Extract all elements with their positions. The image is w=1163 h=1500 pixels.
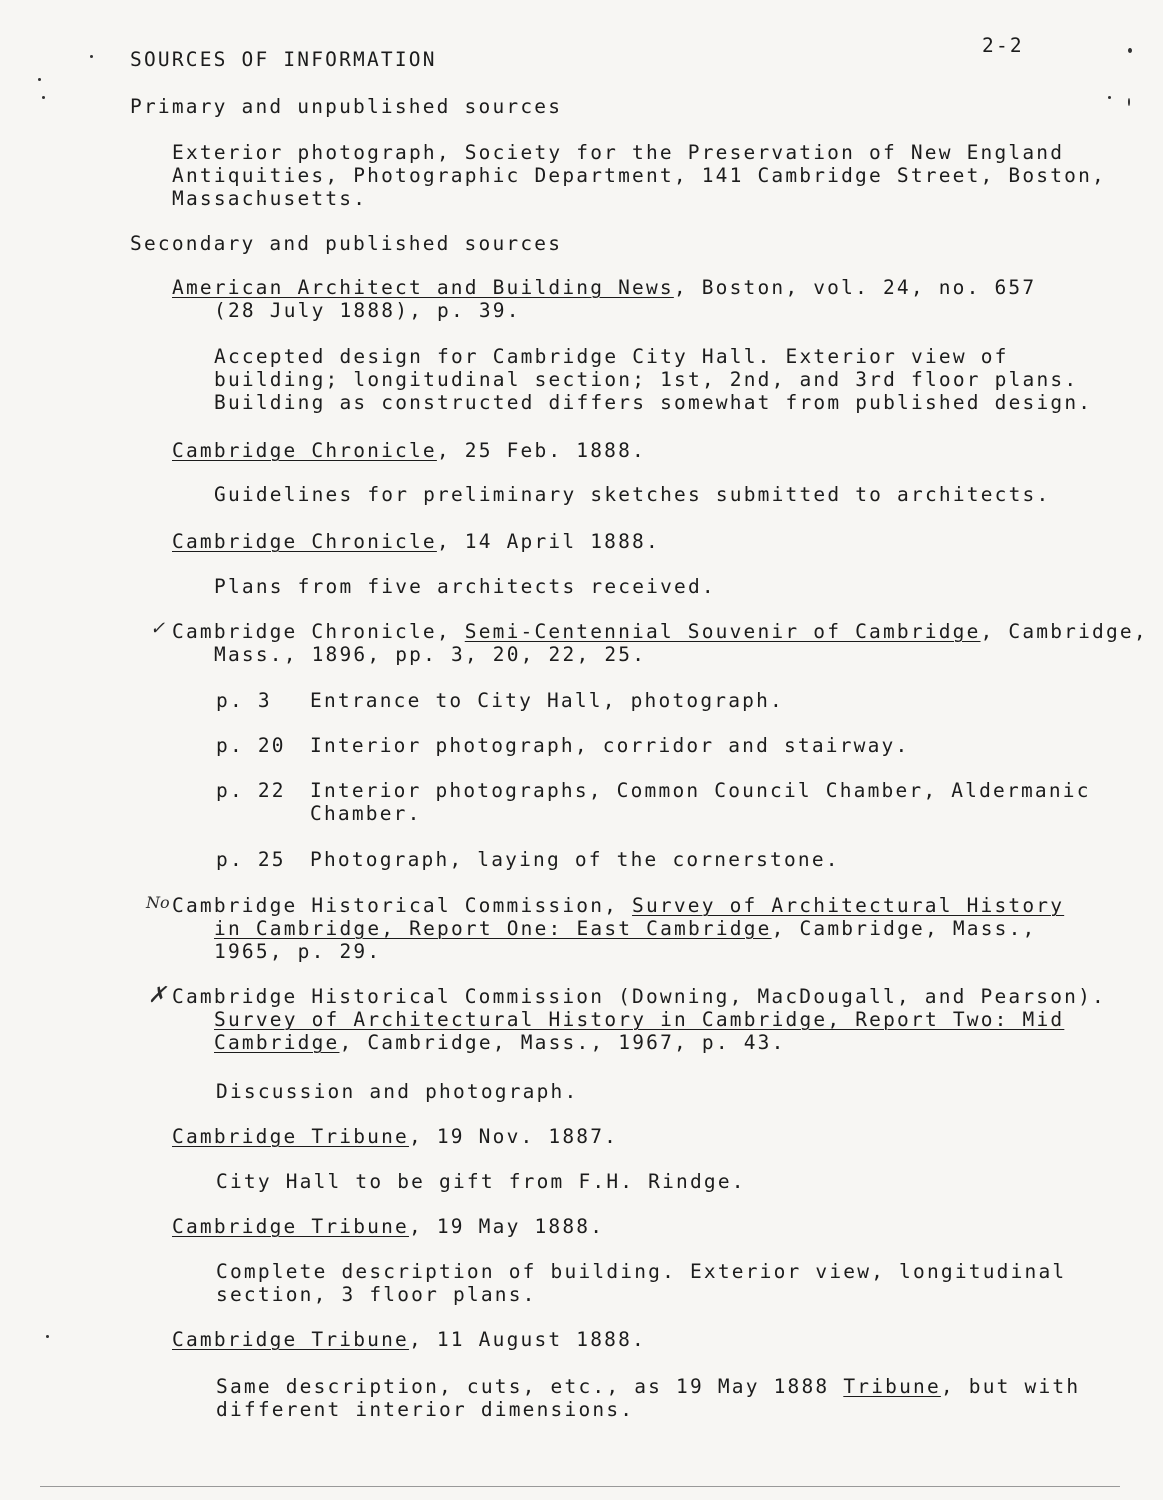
citation-cambridge-chronicle-apr: Cambridge Chronicle, 14 April 1888. xyxy=(172,530,660,553)
annotation-line: different interior dimensions. xyxy=(216,1398,635,1421)
primary-line-1: Exterior photograph, Society for the Preservation of New England xyxy=(172,141,1065,164)
primary-line-2: Antiquities, Photographic Department, 141 Cambridge Street, Boston, xyxy=(172,164,1106,187)
scan-speck xyxy=(1128,48,1132,53)
page-heading: SOURCES OF INFORMATION xyxy=(130,48,437,71)
annotation-line: Plans from five architects received. xyxy=(214,575,716,598)
citation-line: in Cambridge, Report One: East Cambridge, Cambridge, Mass., xyxy=(214,917,1037,940)
citation-cambridge-tribune-aug: Cambridge Tribune, 11 August 1888. xyxy=(172,1328,646,1351)
check-mark-icon: ✓ xyxy=(150,618,166,639)
citation-line: Cambridge, Cambridge, Mass., 1967, p. 43. xyxy=(214,1031,786,1054)
page-ref: p. 3 xyxy=(216,689,272,712)
annotation-line: Complete description of building. Exterior view, longitudinal xyxy=(216,1260,1067,1283)
scan-speck xyxy=(90,55,93,58)
page-number: 2-2 xyxy=(982,34,1024,57)
annotation-line: Same description, cuts, etc., as 19 May 1888 Tribune, but with xyxy=(216,1375,1081,1398)
primary-line-3: Massachusetts. xyxy=(172,187,368,210)
cross-mark-icon: ✗ xyxy=(148,983,167,1008)
citation-cambridge-chronicle-feb: Cambridge Chronicle, 25 Feb. 1888. xyxy=(172,439,646,462)
citation-line: (28 July 1888), p. 39. xyxy=(214,299,521,322)
citation-cambridge-tribune-nov: Cambridge Tribune, 19 Nov. 1887. xyxy=(172,1125,619,1148)
scan-speck xyxy=(46,1335,49,1338)
page-ref-text: Photograph, laying of the cornerstone. xyxy=(310,848,840,871)
scan-speck xyxy=(1128,98,1130,106)
page-ref: p. 25 xyxy=(216,848,286,871)
page-ref-text: Chamber. xyxy=(310,802,422,825)
page-ref: p. 22 xyxy=(216,779,286,802)
page-ref-text: Entrance to City Hall, photograph. xyxy=(310,689,784,712)
citation-survey-report-one: Cambridge Historical Commission, Survey of Architectural History xyxy=(172,894,1065,917)
citation-line: 1965, p. 29. xyxy=(214,940,382,963)
page-ref-text: Interior photographs, Common Council Chamber, Aldermanic xyxy=(310,779,1091,802)
page-ref: p. 20 xyxy=(216,734,286,757)
citation-line: Survey of Architectural History in Cambridge, Report Two: Mid xyxy=(214,1008,1065,1031)
citation-cambridge-tribune-may: Cambridge Tribune, 19 May 1888. xyxy=(172,1215,605,1238)
annotation-line: Accepted design for Cambridge City Hall. Exterior view of xyxy=(214,345,1009,368)
page-ref-text: Interior photograph, corridor and stairway. xyxy=(310,734,910,757)
secondary-sources-title: Secondary and published sources xyxy=(130,232,563,255)
citation-american-architect: American Architect and Building News, Boston, vol. 24, no. 657 xyxy=(172,276,1037,299)
annotation-line: Guidelines for preliminary sketches submitted to architects. xyxy=(214,483,1051,506)
annotation-line: City Hall to be gift from F.H. Rindge. xyxy=(216,1170,746,1193)
scan-speck xyxy=(1108,96,1111,99)
citation-line: Mass., 1896, pp. 3, 20, 22, 25. xyxy=(214,643,647,666)
annotation-line: section, 3 floor plans. xyxy=(216,1283,537,1306)
no-mark: No xyxy=(146,893,170,912)
annotation-line: Building as constructed differs somewhat from published design. xyxy=(214,391,1093,414)
bottom-rule xyxy=(40,1486,1120,1487)
annotation-line: Discussion and photograph. xyxy=(216,1080,579,1103)
citation-survey-report-two: Cambridge Historical Commission (Downing, MacDougall, and Pearson). xyxy=(172,985,1106,1008)
scan-speck xyxy=(38,78,41,81)
scan-speck xyxy=(42,96,45,99)
primary-sources-title: Primary and unpublished sources xyxy=(130,95,563,118)
citation-semi-centennial: Cambridge Chronicle, Semi-Centennial Souvenir of Cambridge, Cambridge, xyxy=(172,620,1148,643)
annotation-line: building; longitudinal section; 1st, 2nd, and 3rd floor plans. xyxy=(214,368,1079,391)
